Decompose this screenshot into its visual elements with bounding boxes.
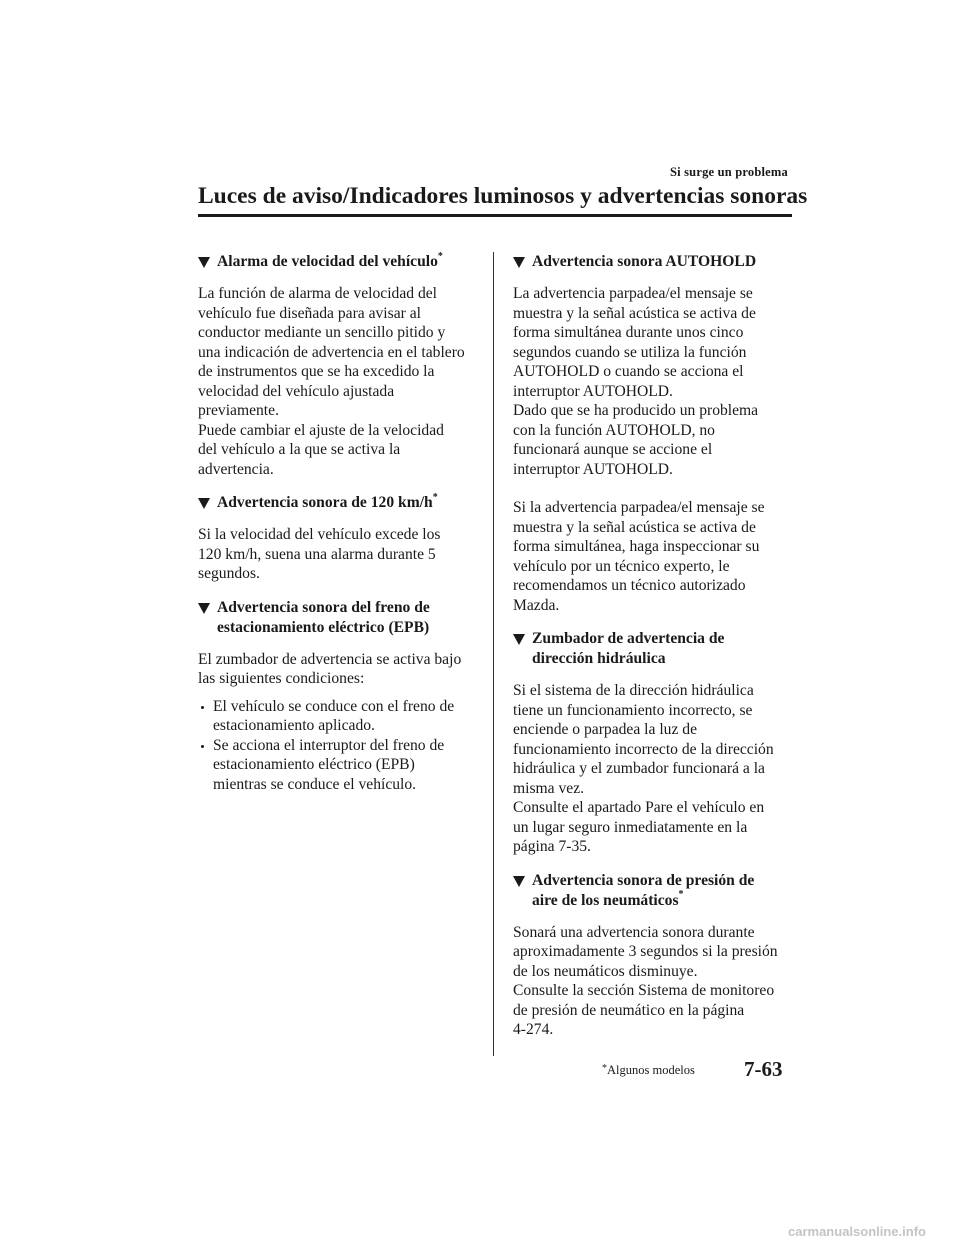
paragraph: La función de alarma de velocidad del vehículo fue diseñada para avisar al conductor mediante un sencillo pitido y una indicación de advertencia en el tablero de instrumentos que se ha excedido la velocidad del vehículo ajustada previamente. Puede cambiar el ajuste de la velocidad del vehículo a la que se activa la advertencia. xyxy=(198,285,465,478)
header-rule xyxy=(198,214,792,217)
heading-speed-alarm: Alarma de velocidad del vehículo* xyxy=(198,252,478,272)
spacer xyxy=(513,479,798,498)
list-item: El vehículo se conduce con el freno de estacionamiento aplicado. xyxy=(198,697,478,736)
heading-120kmh-warning: Advertencia sonora de 120 km/h* xyxy=(198,493,478,513)
triangle-down-icon xyxy=(513,876,525,887)
triangle-down-icon xyxy=(198,257,210,268)
triangle-down-icon xyxy=(198,498,210,509)
triangle-down-icon xyxy=(513,634,525,645)
paragraph: El zumbador de advertencia se activa bajo las siguientes condiciones: xyxy=(198,650,462,687)
right-column xyxy=(513,252,798,1054)
paragraph: Si la velocidad del vehículo excede los 120 km/h, suena una alarma durante 5 segundos. xyxy=(198,526,441,582)
column-divider xyxy=(493,252,494,1056)
asterisk: * xyxy=(432,491,438,503)
paragraph: Si la advertencia parpadea/el mensaje se muestra y la señal acústica se activa de forma simultánea, haga inspeccionar su vehículo por un técnico experto, le recomendamos un técnico autorizado Mazda. xyxy=(513,499,765,614)
heading-epb-warning: Advertencia sonora del freno de estacionamiento eléctrico (EPB) xyxy=(198,598,478,638)
heading-power-steering-buzzer: Zumbador de advertencia de dirección hidráulica xyxy=(513,629,798,669)
left-column xyxy=(198,252,478,808)
bullet-list xyxy=(198,697,478,795)
page-number: 7-63 xyxy=(744,1057,783,1081)
triangle-down-icon xyxy=(513,257,525,268)
asterisk: * xyxy=(678,889,684,901)
watermark: carmanualsonline.info xyxy=(788,1224,926,1239)
bullet-dot-icon xyxy=(201,706,204,709)
paragraph: Sonará una advertencia sonora durante aproximadamente 3 segundos si la presión de los neumáticos disminuye. Consulte la sección Sistema de monitoreo de presión de neumático en la página 4-274. xyxy=(513,923,778,1038)
bullet-dot-icon xyxy=(201,745,204,748)
heading-autohold-warning: Advertencia sonora AUTOHOLD xyxy=(513,252,798,272)
footer-note: *Algunos modelos xyxy=(602,1063,695,1077)
paragraph: Si el sistema de la dirección hidráulica tiene un funcionamiento incorrecto, se enciende o parpadea la luz de funcionamiento incorrecto de la dirección hidráulica y el zumbador funcionará a la misma vez. Consulte el apartado Pare el vehículo en un lugar seguro inmediatamente en la página 7-35. xyxy=(513,682,774,855)
paragraph: La advertencia parpadea/el mensaje se muestra y la señal acústica se activa de forma simultánea durante unos cinco segundos cuando se utiliza la función AUTOHOLD o cuando se acciona el interruptor AUTOHOLD. Dado que se ha producido un problema con la función AUTOHOLD, no funcionará aunque se accione el interruptor AUTOHOLD. xyxy=(513,285,759,478)
asterisk: * xyxy=(437,250,443,262)
section-header: Si surge un problema xyxy=(669,165,788,179)
triangle-down-icon xyxy=(198,603,210,614)
page-title: Luces de aviso/Indicadores luminosos y advertencias sonoras xyxy=(198,183,808,209)
list-item: Se acciona el interruptor del freno de estacionamiento eléctrico (EPB) mientras se conduce el vehículo. xyxy=(198,736,478,795)
heading-tire-pressure-warning: Advertencia sonora de presión de aire de los neumáticos* xyxy=(513,871,798,911)
